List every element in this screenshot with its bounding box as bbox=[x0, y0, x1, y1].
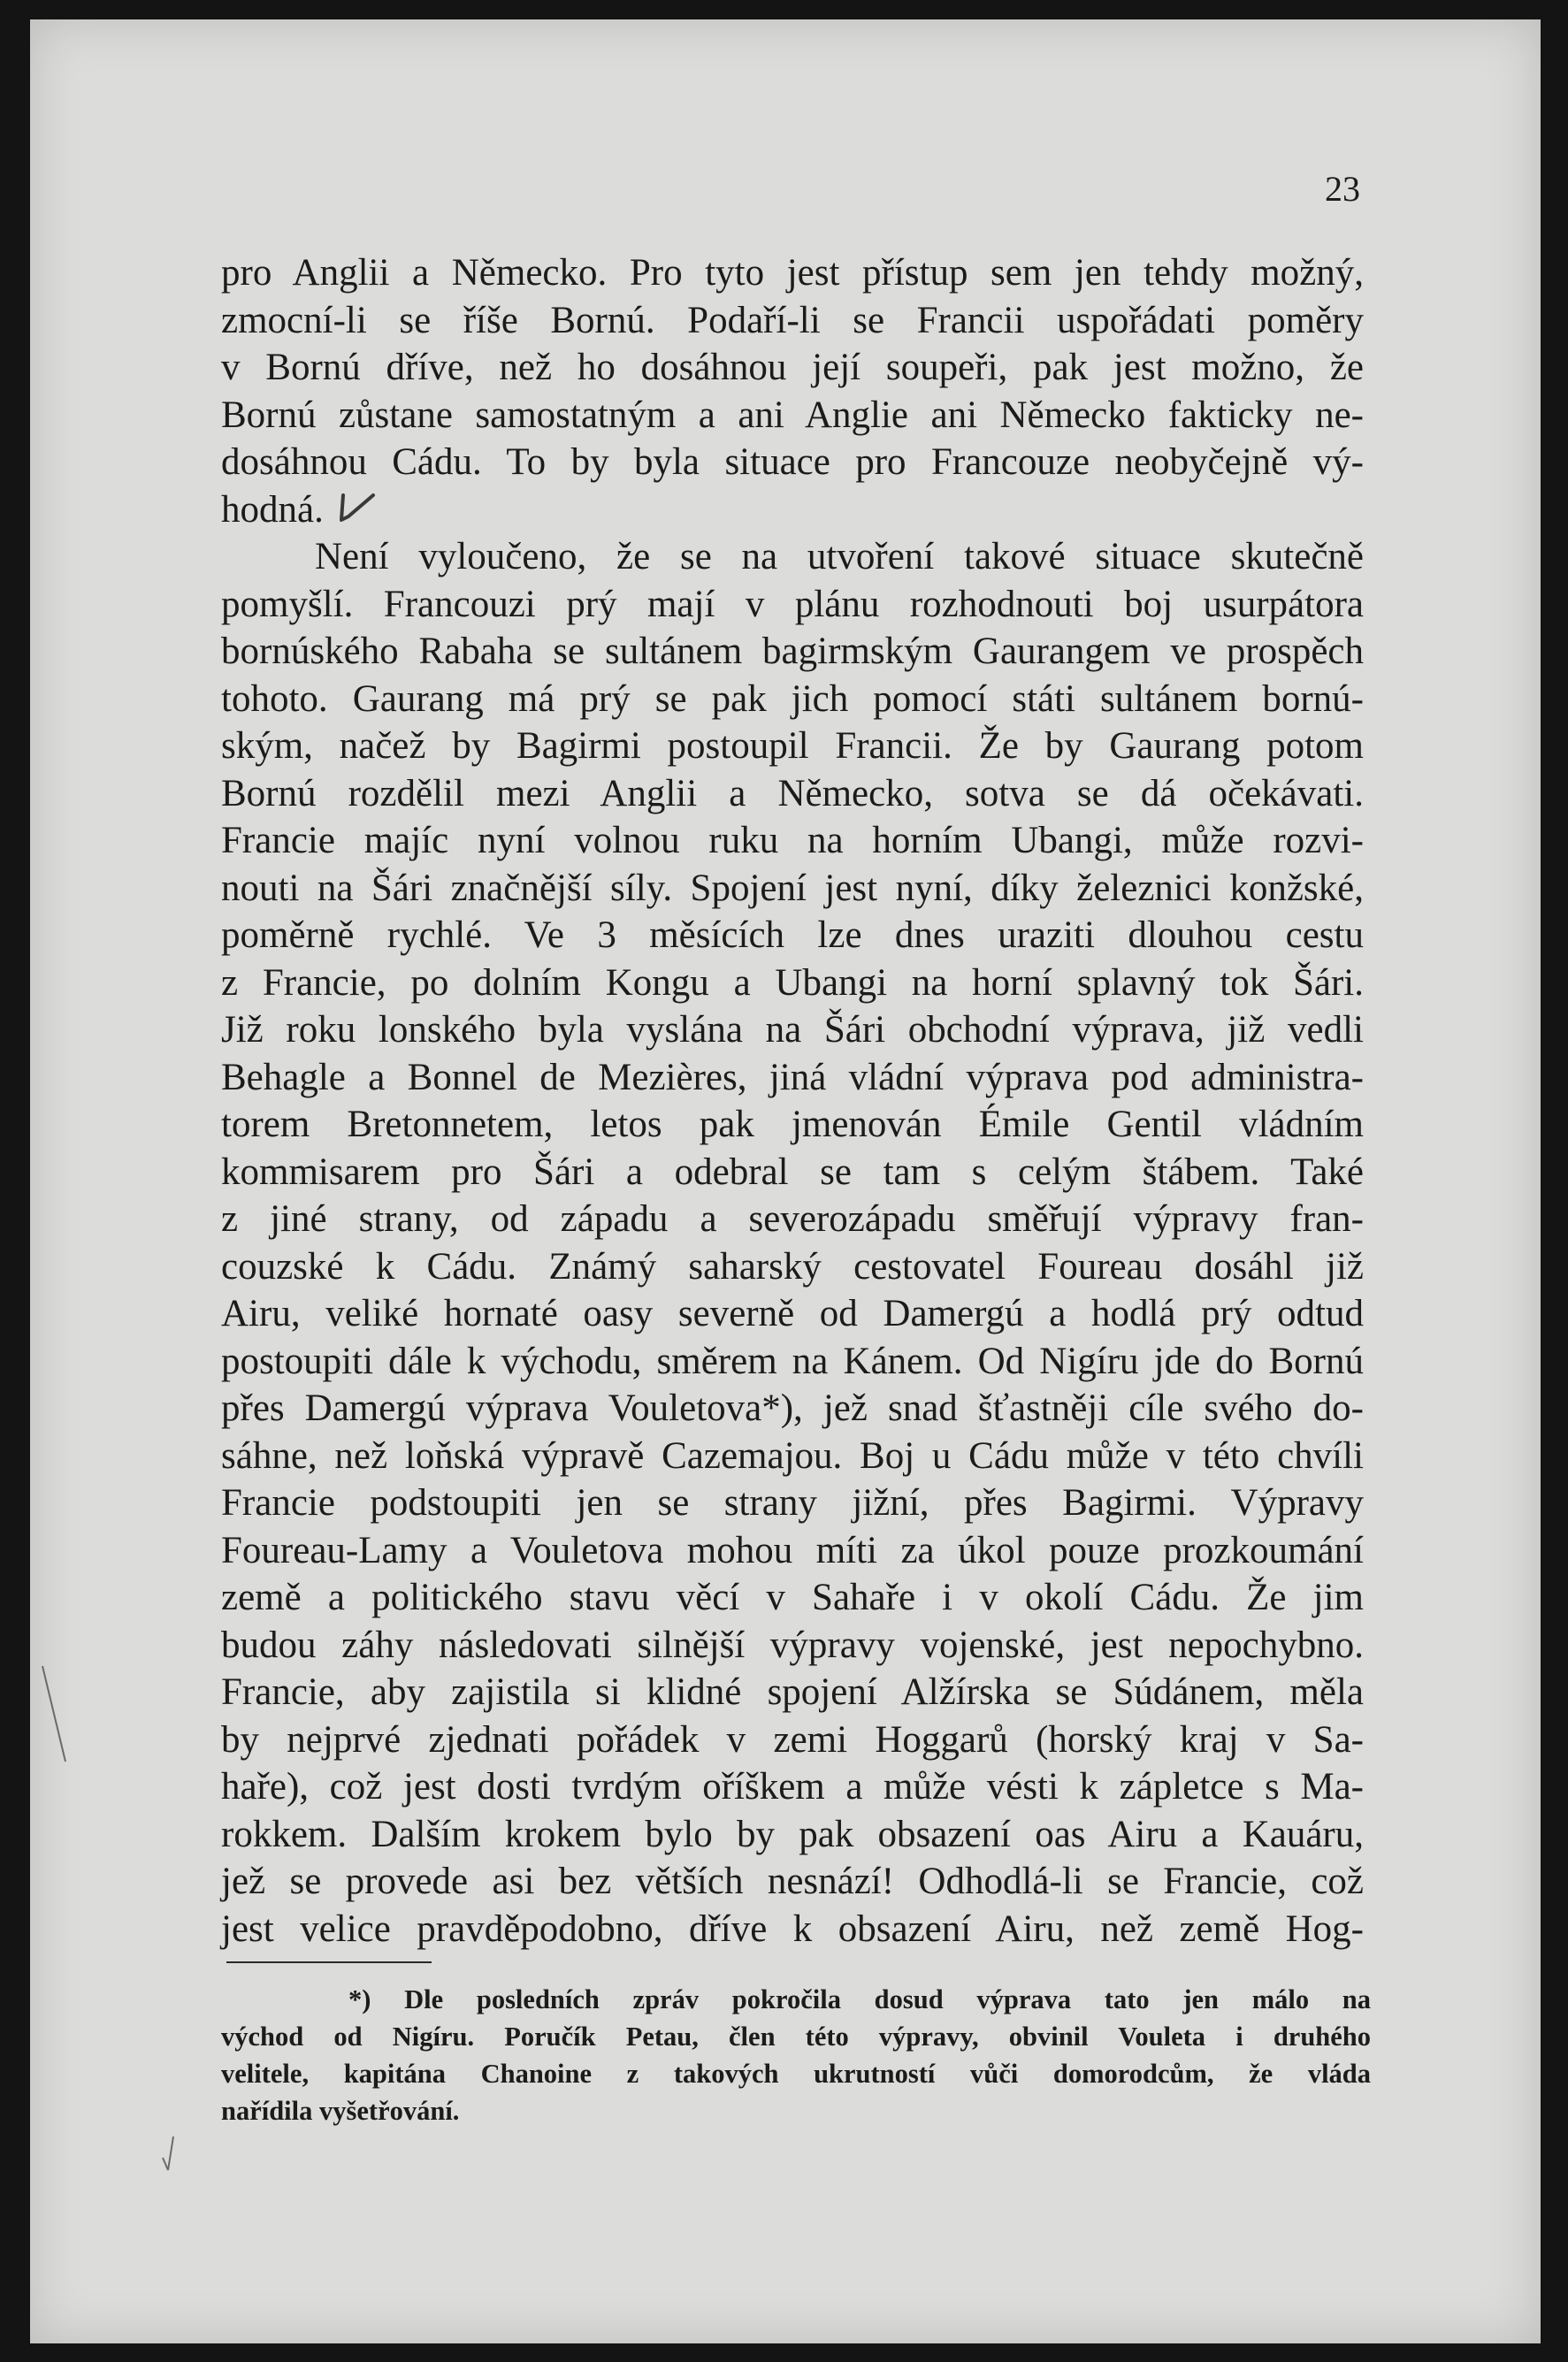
footnote bbox=[221, 1981, 1371, 2129]
text-line: bornúského Rabaha se sultánem bagirmským Gaurangem ve prospěch bbox=[221, 631, 1364, 672]
text-line: Francie podstoupiti jen se strany jižní, přes Bagirmi. Výpravy bbox=[221, 1482, 1364, 1524]
text-line: Francie, aby zajistila si klidné spojení Alžírska se Súdánem, měla bbox=[221, 1671, 1364, 1713]
text-line: Bornú rozdělil mezi Anglii a Německo, sotva se dá očekávati. bbox=[221, 772, 1364, 814]
text-line: rokkem. Dalším krokem bylo by pak obsazení oas Airu a Kauáru, bbox=[221, 1813, 1364, 1855]
text-line: Bornú zůstane samostatným a ani Anglie ani Německo fakticky ne- bbox=[221, 394, 1364, 436]
text-line: torem Bretonnetem, letos pak jmenován Émile Gentil vládním bbox=[221, 1104, 1364, 1145]
text-line: postoupiti dále k východu, směrem na Kánem. Od Nigíru jde do Bornú bbox=[221, 1340, 1364, 1382]
body-text bbox=[221, 249, 1364, 1953]
text-line: kommisarem pro Šári a odebral se tam s celým štábem. Také bbox=[221, 1150, 1364, 1193]
text-line: ským, načež by Bagirmi postoupil Francii. Že by Gaurang potom bbox=[221, 725, 1364, 767]
text-line: Francie majíc nyní volnou ruku na horním Ubangi, může rozvi- bbox=[221, 820, 1364, 861]
footnote-line: nařídila vyšetřování. bbox=[221, 2096, 460, 2126]
text-line: by nejprvé zjednati pořádek v zemi Hoggarů (horský kraj v Sa- bbox=[221, 1718, 1364, 1761]
text-line: pomyšlí. Francouzi prý mají v plánu rozhodnouti boj usurpátora bbox=[221, 583, 1364, 625]
text-line: z jiné strany, od západu a severozápadu směřují výpravy fran- bbox=[221, 1198, 1364, 1240]
text-line: jež se provede asi bez větších nesnází! Odhodlá-li se Francie, což bbox=[221, 1861, 1364, 1902]
text-line-with-mark bbox=[221, 486, 1364, 534]
text-line: z Francie, po dolním Kongu a Ubangi na horní splavný tok Šári. bbox=[221, 961, 1364, 1004]
footnote-line: velitele, kapitána Chanoine z takových ukrutností vůči domorodcům, že vláda bbox=[221, 2059, 1371, 2089]
text-line: Není vyloučeno, že se na utvoření takové situace skutečně bbox=[315, 536, 1364, 577]
text-line: v Bornú dříve, než ho dosáhnou její soupeři, pak jest možno, že bbox=[221, 347, 1364, 388]
text-line: couzské k Cádu. Známý saharský cestovatel Foureau dosáhl již bbox=[221, 1245, 1364, 1288]
text-line: sáhne, než loňská výpravě Cazemajou. Boj u Cádu může v této chvíli bbox=[221, 1434, 1364, 1477]
page-number: 23 bbox=[1325, 169, 1360, 209]
margin-pencil-mark-icon bbox=[157, 2131, 184, 2175]
text-line: země a politického stavu věcí v Sahaře i v okolí Cádu. Že jim bbox=[221, 1577, 1364, 1618]
margin-pencil-stroke-icon bbox=[35, 1663, 71, 1769]
text-line: tohoto. Gaurang má prý se pak jich pomocí státi sultánem bornú- bbox=[221, 677, 1364, 720]
footnote-line: *) Dle posledních zpráv pokročila dosud výprava tato jen málo na bbox=[348, 1984, 1371, 2014]
footnote-line: východ od Nigíru. Poručík Petau, člen této výpravy, obvinil Vouleta i druhého bbox=[221, 2022, 1371, 2052]
text-line: přes Damergú výprava Vouletova*), jež snad šťastněji cíle svého do- bbox=[221, 1387, 1364, 1429]
text-line: Již roku lonského byla vyslána na Šári obchodní výprava, již vedli bbox=[221, 1009, 1364, 1051]
text-line: Behagle a Bonnel de Mezières, jiná vládní výprava pod administra- bbox=[221, 1056, 1364, 1098]
text-line: haře), což jest dosti tvrdým oříškem a může vésti k zápletce s Ma- bbox=[221, 1766, 1364, 1808]
text-line: hodná. bbox=[221, 488, 324, 531]
pencil-check-icon bbox=[334, 490, 379, 525]
text-line: Foureau-Lamy a Vouletova mohou míti za úkol pouze prozkoumání bbox=[221, 1529, 1364, 1571]
text-line: Airu, veliké hornaté oasy severně od Damergú a hodlá prý odtud bbox=[221, 1293, 1364, 1334]
text-line: zmocní-li se říše Bornú. Podaří-li se Francii uspořádati poměry bbox=[221, 299, 1364, 341]
text-line: budou záhy následovati silnější výpravy vojenské, jest nepochybno. bbox=[221, 1624, 1364, 1666]
text-line: jest velice pravděpodobno, dříve k obsazení Airu, než země Hog- bbox=[221, 1907, 1364, 1950]
text-line: dosáhnou Cádu. To by byla situace pro Francouze neobyčejně vý- bbox=[221, 441, 1364, 483]
text-line: nouti na Šári značnější síly. Spojení jest nyní, díky železnici konžské, bbox=[221, 867, 1364, 909]
footnote-rule bbox=[226, 1961, 432, 1963]
text-line: pro Anglii a Německo. Pro tyto jest přístup sem jen tehdy možný, bbox=[221, 252, 1364, 294]
text-line: poměrně rychlé. Ve 3 měsících lze dnes uraziti dlouhou cestu bbox=[221, 914, 1364, 956]
